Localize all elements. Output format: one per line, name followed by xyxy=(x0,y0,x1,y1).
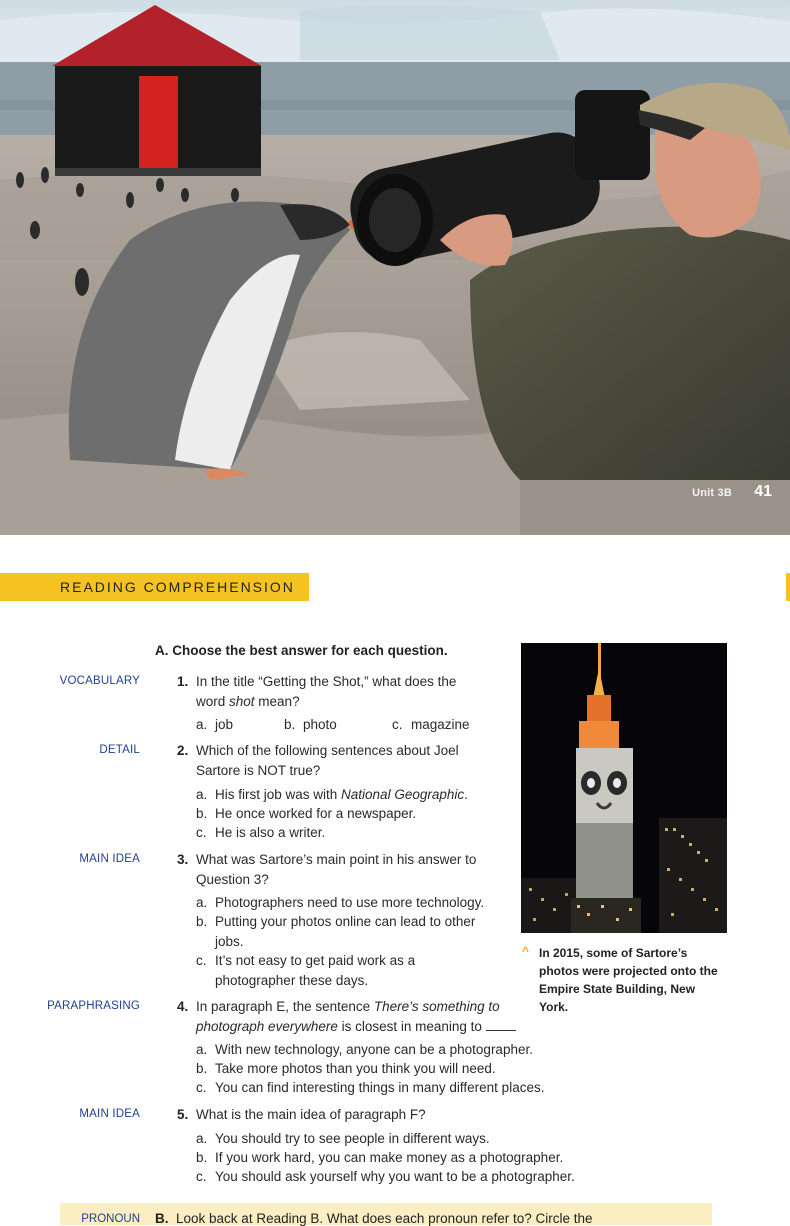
skill-label-vocabulary: VOCABULARY xyxy=(59,675,140,687)
question-number: 3. xyxy=(177,852,189,867)
page-number: 41 xyxy=(754,483,772,500)
question-text xyxy=(196,672,456,711)
question-line: In the title “Getting the Shot,” what does the xyxy=(196,674,457,689)
option-2c[interactable]: c. He is also a writer. xyxy=(196,825,326,840)
question-line: In paragraph E, the sentence There’s something to xyxy=(196,999,500,1014)
exercise-a-text: Choose the best answer for each question. xyxy=(172,643,448,658)
option-1a[interactable]: a. job xyxy=(196,717,234,732)
section-title: READING COMPREHENSION xyxy=(60,579,295,595)
exercise-a-letter: A. xyxy=(155,643,169,658)
question-line: Which of the following sentences about Joel xyxy=(196,743,459,758)
option-5b[interactable]: b. If you work hard, you can make money as a photographer. xyxy=(196,1150,564,1165)
question-text xyxy=(196,741,459,780)
question-text xyxy=(196,850,476,889)
option-2b[interactable]: b. He once worked for a newspaper. xyxy=(196,806,417,821)
option-4c[interactable]: c. You can find interesting things in many different places. xyxy=(196,1080,545,1095)
option-1c[interactable]: c. magazine xyxy=(392,717,470,732)
option-3b[interactable]: b. Putting your photos online can lead to other jobs. xyxy=(196,914,476,949)
question-text xyxy=(196,997,516,1036)
option-2a[interactable]: a. His first job was with National Geographic. xyxy=(196,787,468,802)
skill-label-main-idea: MAIN IDEA xyxy=(79,1108,140,1120)
option-3c[interactable]: c. It’s not easy to get paid work as a photographer these days. xyxy=(196,953,416,988)
exercise-b-letter: B. xyxy=(155,1211,169,1226)
question-number: 4. xyxy=(177,999,189,1014)
option-4a[interactable]: a. With new technology, anyone can be a photographer. xyxy=(196,1042,533,1057)
caption-marker-icon: ^ xyxy=(522,944,530,958)
unit-label: Unit 3B xyxy=(692,487,732,499)
skill-label-main-idea: MAIN IDEA xyxy=(79,853,140,865)
question-line: What is the main idea of paragraph F? xyxy=(196,1107,426,1122)
photo-caption: In 2015, some of Sartore’s photos were projected onto the Empire State Building, New York. xyxy=(539,946,718,1014)
skill-label-paraphrasing: PARAPHRASING xyxy=(47,1000,140,1012)
question-line: word shot mean? xyxy=(196,693,300,709)
option-5a[interactable]: a. You should try to see people in different ways. xyxy=(196,1131,490,1146)
option-3a[interactable]: a. Photographers need to use more technology. xyxy=(196,895,485,910)
answer-blank[interactable] xyxy=(486,1018,516,1031)
hero-illustration xyxy=(0,0,790,535)
question-number: 1. xyxy=(177,674,189,689)
option-5c[interactable]: c. You should ask yourself why you want to be a photographer. xyxy=(196,1169,575,1184)
question-line: Sartore is NOT true? xyxy=(196,762,321,778)
right-edge-marker xyxy=(786,573,790,601)
option-1b[interactable]: b. photo xyxy=(284,717,337,732)
empire-state-illustration xyxy=(521,643,727,933)
exercise-b-instruction xyxy=(155,1211,593,1226)
skill-label-pronoun: PRONOUN xyxy=(81,1213,140,1225)
hero-photo xyxy=(0,0,790,535)
option-4b[interactable]: b. Take more photos than you think you will need. xyxy=(196,1061,496,1076)
question-number: 5. xyxy=(177,1107,189,1122)
question-line: What was Sartore’s main point in his answer to xyxy=(196,852,477,867)
question-number: 2. xyxy=(177,743,189,758)
question-line: photograph everywhere is closest in meaning to xyxy=(196,1017,516,1037)
exercise-a-instruction xyxy=(155,643,448,658)
question-text xyxy=(196,1105,426,1125)
empire-state-photo xyxy=(521,643,727,933)
skill-label-detail: DETAIL xyxy=(99,744,140,756)
question-line: Question 3? xyxy=(196,871,269,887)
exercise-b-text: Look back at Reading B. What does each pronoun refer to? Circle the xyxy=(176,1211,593,1226)
